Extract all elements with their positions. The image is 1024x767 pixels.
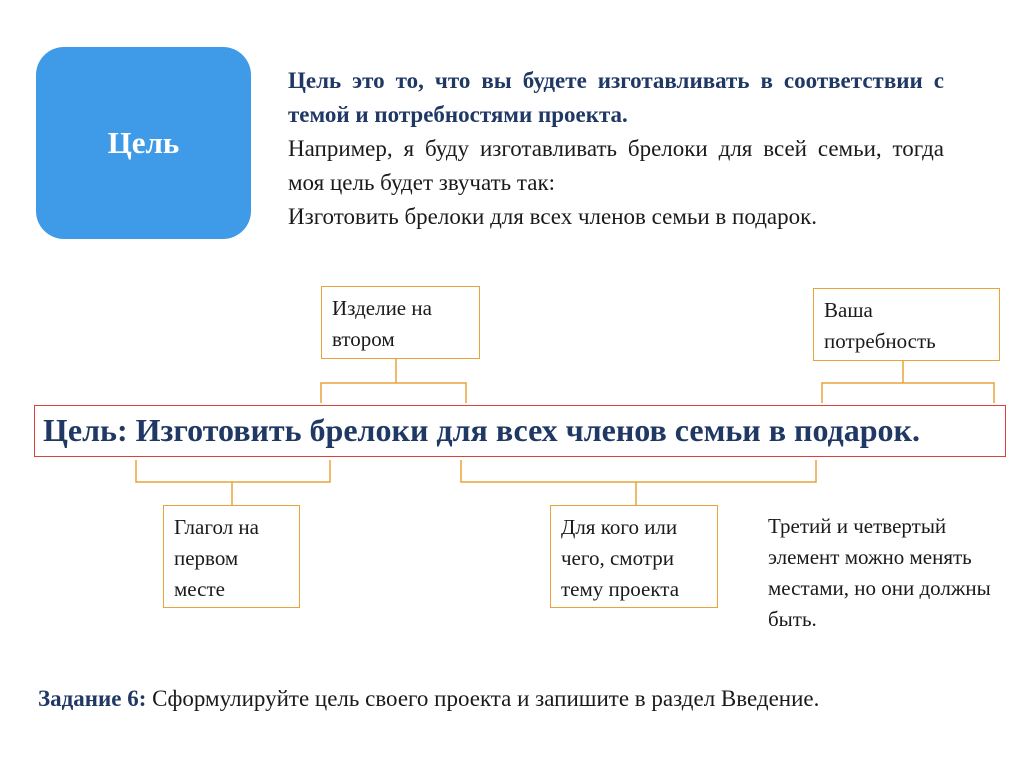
- callout-need: [813, 288, 1000, 361]
- bracket-product: [321, 383, 466, 403]
- callout-whom: [550, 505, 718, 608]
- goal-label: Цель: [107, 125, 180, 160]
- callout-verb: [163, 505, 300, 608]
- bracket-verb: [136, 460, 330, 482]
- order-note: [768, 511, 998, 635]
- task-text: Сформулируйте цель своего проекта и запишите в раздел Введение.: [146, 686, 820, 711]
- callout-whom-text: Для кого или чего, смотри тему проекта: [561, 515, 680, 601]
- example-goal: Изготовить брелоки для всех членов семьи в подарок.: [288, 204, 818, 229]
- bracket-need: [822, 383, 994, 403]
- task-line: [38, 684, 1018, 714]
- callout-verb-text: Глагол на первом месте: [174, 515, 259, 601]
- bracket-whom: [461, 460, 816, 482]
- example-lead: Например, я буду изготавливать брелоки для всей семьи, тогда моя цель будет звучать так:: [288, 136, 944, 195]
- order-note-text: Третий и четвертый элемент можно менять местами, но они должны быть.: [768, 514, 991, 631]
- goal-definition: Цель это то, что вы будете изготавливать в соответствии с темой и потребностями проекта.: [288, 68, 944, 127]
- goal-statement: [34, 405, 1006, 457]
- callout-product-text: Изделие на втором: [332, 296, 432, 351]
- callout-need-text: Ваша потребность: [824, 298, 936, 353]
- task-label: Задание 6:: [38, 686, 147, 711]
- callout-product: [321, 286, 480, 359]
- goal-statement-text: Цель: Изготовить брелоки для всех членов семьи в подарок.: [43, 412, 920, 448]
